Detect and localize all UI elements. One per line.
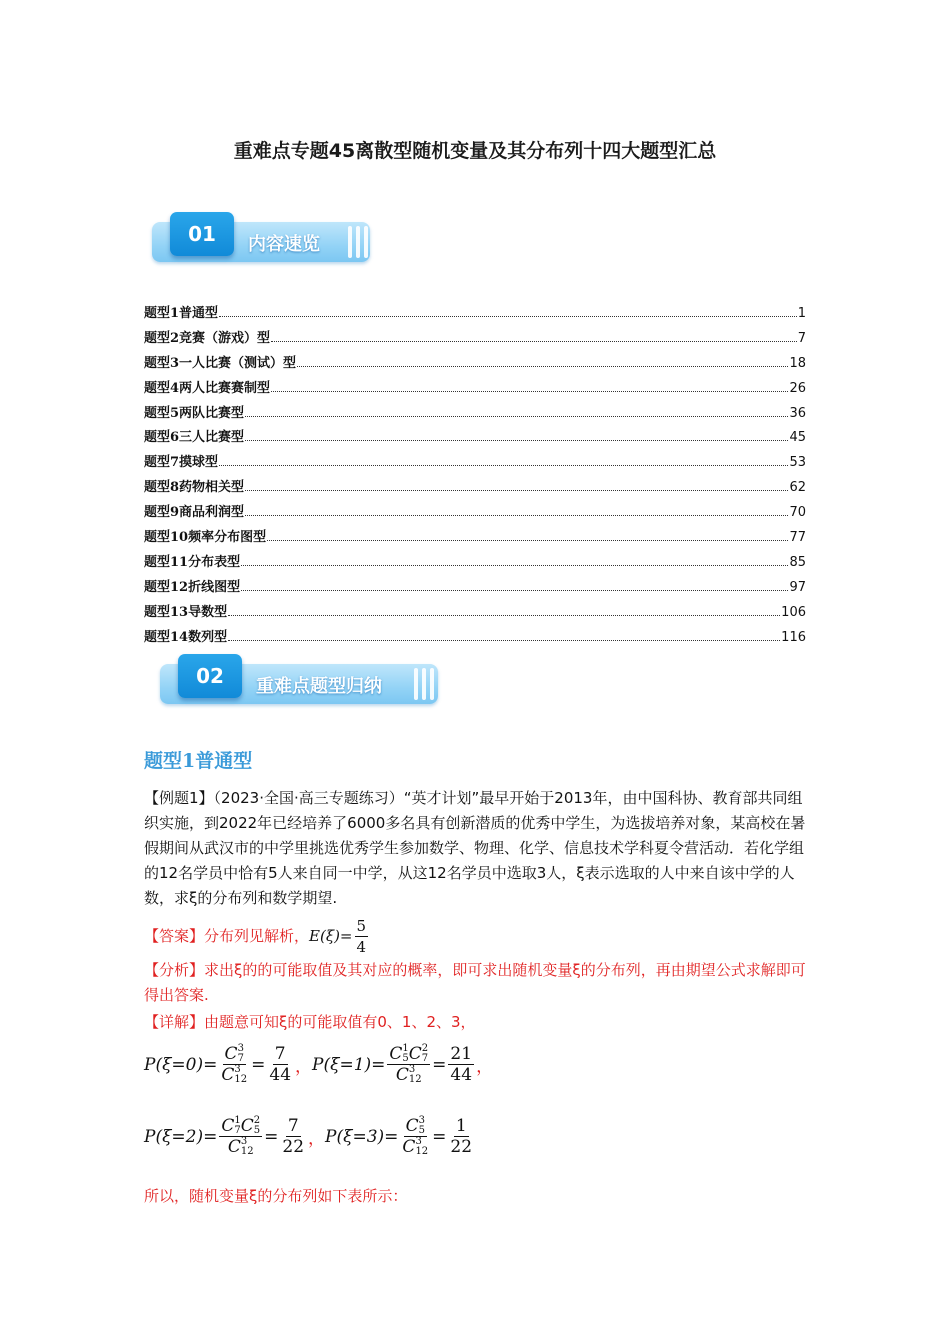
answer-fraction: $\frac{5}{4}$ [356, 917, 367, 956]
toc-item[interactable]: 题型1普通型 1 [144, 306, 806, 321]
toc-item[interactable]: 题型6三人比赛型 45 [144, 430, 806, 446]
section-banner-categories [160, 654, 440, 708]
toc-item[interactable]: 题型12折线图型 97 [144, 579, 806, 595]
banner-label: 重难点题型归纳 [256, 676, 382, 697]
toc-item[interactable]: 题型8药物相关型 62 [144, 480, 806, 496]
toc-item[interactable]: 题型4两人比赛赛制型 26 [144, 380, 806, 396]
banner-number: 02 [178, 654, 242, 698]
section-banner-overview [152, 212, 372, 266]
page-title: 重难点专题45离散型随机变量及其分布列十四大题型汇总 [233, 140, 717, 162]
formula-line-2: P(ξ=2)= C 1 7 C 2 5 C 3 12 = $\frac{7}{22}$ ， P(ξ=3)= C 3 5 C 3 12 = $\frac{1}{22}$ [144, 1115, 473, 1157]
toc-item[interactable]: 题型13导数型 106 [144, 604, 806, 620]
toc-item[interactable]: 题型10频率分布图型 77 [144, 530, 806, 546]
conclusion-text: 所以，随机变量ξ的分布列如下表所示： [144, 1187, 408, 1205]
toc-item[interactable]: 题型14数列型 116 [144, 629, 806, 645]
toc-item[interactable]: 题型7摸球型 53 [144, 455, 806, 471]
toc-item[interactable]: 题型2竞赛（游戏）型 7 [144, 330, 806, 346]
table-of-contents [144, 302, 806, 650]
answer-line [144, 916, 810, 957]
detail-text: 【详解】由题意可知ξ的可能取值有0、1、2、3， [144, 1013, 476, 1031]
answer-label: 【答案】分布列见解析， [144, 927, 310, 945]
section-heading: 题型1普通型 [144, 750, 253, 772]
toc-item[interactable]: 题型3一人比赛（测试）型 18 [144, 355, 806, 371]
banner-number: 01 [170, 212, 234, 256]
analysis-text: 【分析】求出ξ的的可能取值及其对应的概率，即可求出随机变量ξ的分布列，再由期望公式求解即可得出答案. [144, 961, 806, 1004]
toc-item[interactable]: 题型9商品利润型 70 [144, 505, 806, 521]
toc-item[interactable]: 题型11分布表型 85 [144, 554, 806, 570]
banner-label: 内容速览 [248, 234, 320, 255]
toc-item[interactable]: 题型5两队比赛型 36 [144, 405, 806, 421]
formula-line-1: P(ξ=0)= C 3 7 C 3 12 = $\frac{7}{44}$ ， P(ξ=1)= C 1 5 C 2 7 C 3 12 = $\frac{21}{44}$ ， [144, 1043, 494, 1085]
answer-expression: E(ξ)= [309, 927, 353, 945]
example-text: 【例题1】（2023·全国·高三专题练习）“英才计划”最早开始于2013年，由中国科协、教育部共同组织实施，到2022年已经培养了6000多名具有创新潜质的优秀中学生，为选拔培养对象，某高校在暑假期间从武汉市的中学里挑选优秀学生参加数学、物理、化学、信息技术学科夏令营活动．若化学组的12名学员中恰有5人来自同一中学，从这12名学员中选取3人，ξ表示选取的人中来自该中学的人数，求ξ的分布列和数学期望. [144, 789, 806, 907]
